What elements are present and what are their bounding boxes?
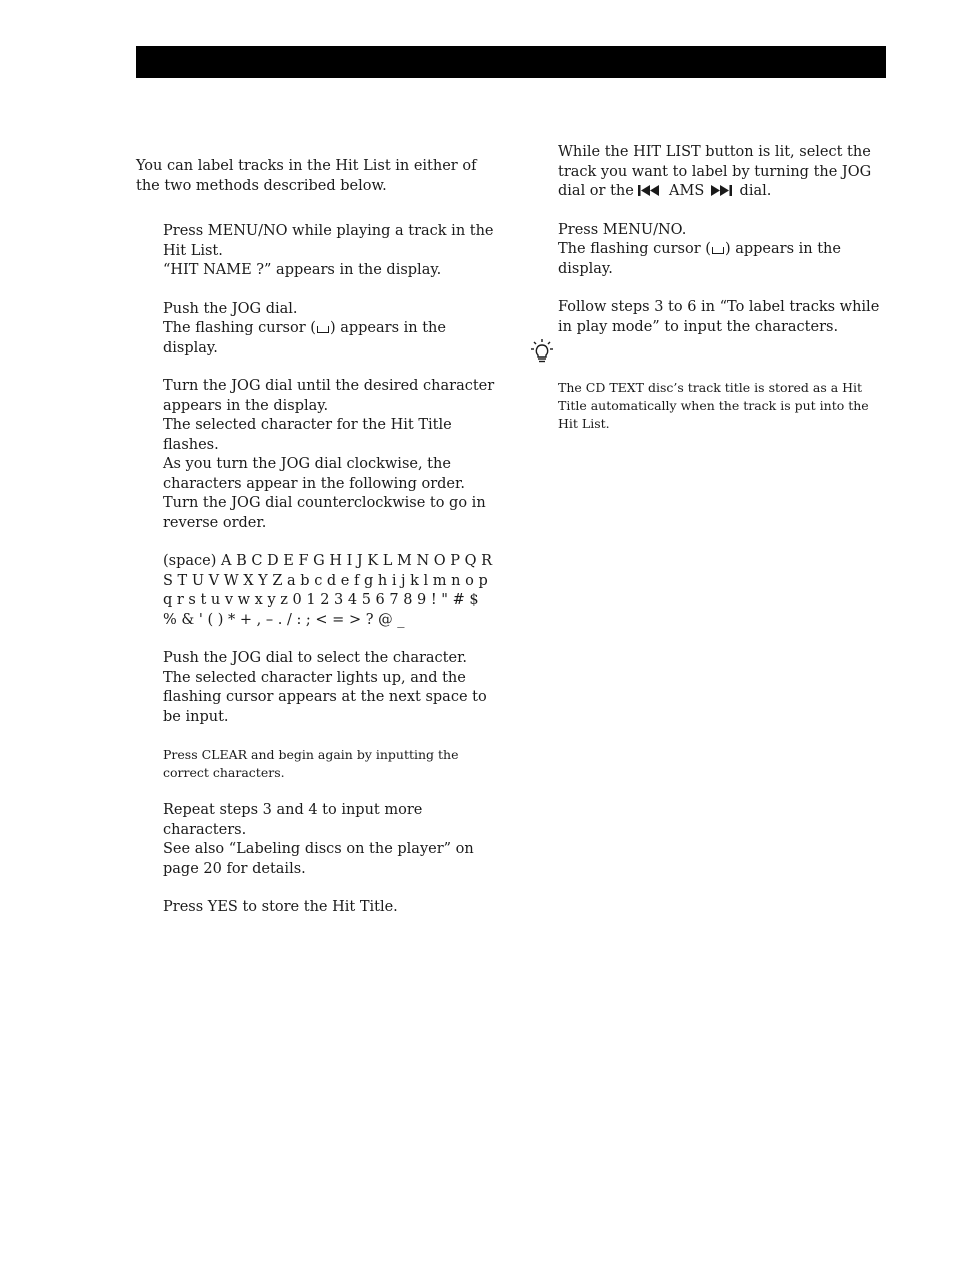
cursor-icon	[317, 326, 329, 333]
stop-step-1-end: dial.	[739, 183, 772, 199]
stop-step-2-result	[558, 240, 888, 279]
character-set: (space) A B C D E F G H I J K L M N O P Q R S T U V W X Y Z a b c d e f g h i j k l m n o p q r s t u v w x y z 0 1 2 3 4 5 6 7 8 9 ! " # $ % & ' ( ) * + , – . / : ; < = > ? @ _	[163, 553, 493, 628]
stop-step-2-instruction: Press MENU/NO.	[558, 221, 687, 238]
ams-label: AMS	[669, 183, 705, 199]
stop-step-1	[558, 143, 888, 202]
stop-step-2-result-post: ) appears in the display.	[558, 241, 841, 277]
skip-back-icon	[638, 185, 664, 196]
step-2-instruction: Push the JOG dial.	[163, 300, 298, 317]
step-2-result-pre: The flashing cursor (	[163, 320, 316, 336]
header-bar	[136, 46, 886, 78]
step-1-result: “HIT NAME ?” appears in the display.	[163, 262, 442, 278]
stop-step-1-text: While the HIT LIST button is lit, select the track you want to label by turning the JOG dial or the	[558, 144, 872, 199]
stop-step-3: Follow steps 3 to 6 in “To label tracks while in play mode” to input the characters.	[558, 299, 880, 335]
intro-text: You can label tracks in the Hit List in either of the two methods described below.	[136, 158, 477, 194]
stop-step-2	[558, 221, 888, 280]
step-4	[163, 649, 496, 727]
step-3-result: The selected character for the Hit Title flashes.	[163, 417, 452, 453]
stop-step-2-result-pre: The flashing cursor (	[558, 241, 711, 257]
skip-forward-icon	[709, 185, 735, 196]
step-1	[163, 222, 496, 281]
lightbulb-icon	[530, 338, 554, 364]
step-2-result	[163, 319, 496, 358]
left-column	[136, 157, 496, 937]
step-6: Press YES to store the Hit Title.	[163, 899, 398, 915]
mistake-note: Press CLEAR and begin again by inputting the correct characters.	[163, 747, 459, 780]
step-4-instruction: Push the JOG dial to select the character.	[163, 650, 468, 666]
step-5	[163, 801, 496, 879]
step-2-result-post: ) appears in the display.	[163, 320, 446, 356]
step-3-instruction: Turn the JOG dial until the desired character appears in the display.	[163, 378, 495, 414]
step-5-instruction: Repeat steps 3 and 4 to input more characters.	[163, 802, 423, 838]
step-3-detail: As you turn the JOG dial clockwise, the characters appear in the following order. Turn the JOG dial counterclockwise to go in reverse order.	[163, 456, 486, 531]
step-1-instruction: Press MENU/NO while playing a track in the Hit List.	[163, 223, 494, 259]
right-column	[558, 143, 888, 356]
cursor-icon	[712, 247, 724, 254]
step-5-reference: See also “Labeling discs on the player” on page 20 for details.	[163, 841, 474, 877]
step-2	[163, 300, 496, 359]
play-mode-steps	[163, 222, 496, 918]
step-3	[163, 377, 496, 533]
tip-text: The CD TEXT disc’s track title is stored as a Hit Title automatically when the track is put into the Hit List.	[558, 380, 869, 431]
step-4-result: The selected character lights up, and the flashing cursor appears at the next space to be input.	[163, 669, 487, 725]
